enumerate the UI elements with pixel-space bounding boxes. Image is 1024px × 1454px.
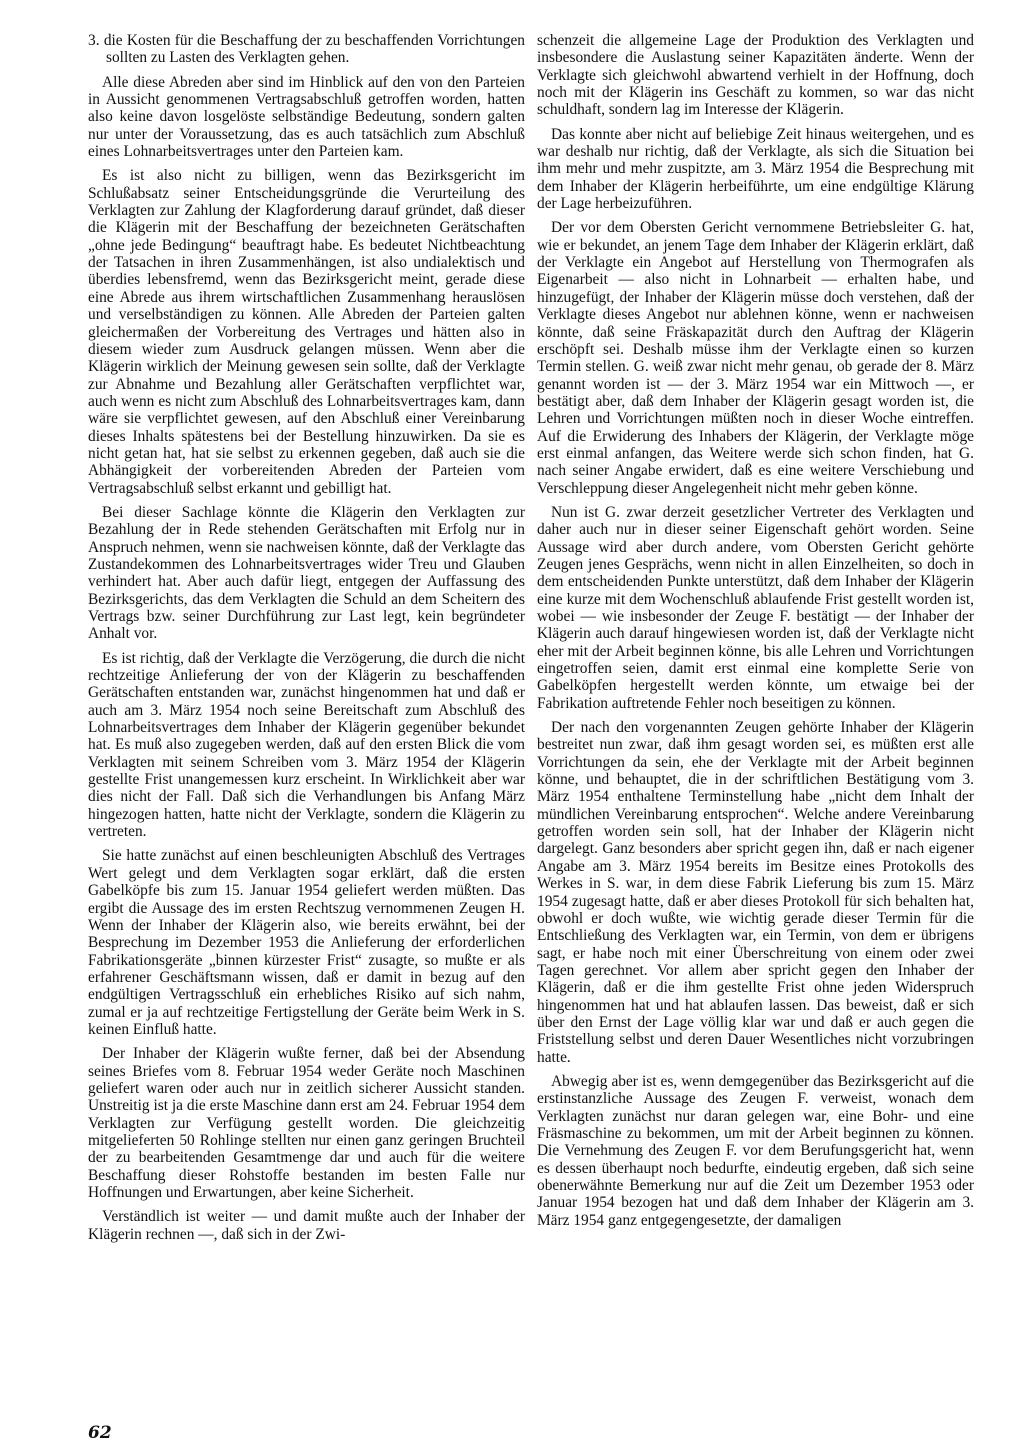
right-text-column xyxy=(537,32,974,1229)
right-column-paragraph: Abwegig aber ist es, wenn demgegenüber das Bezirksgericht auf die erstinstanzliche Aussage des Zeugen F. verweist, wonach dem Verklagten zunächst nur daran gelegen war, eine Bohr- und eine Fräsmaschine zu bekommen, um mit der Arbeit beginnen zu können. Die Vernehmung des Zeugen F. vor dem Berufungsgericht hat, wenn es dessen überhaupt noch bedurfte, eindeutig ergeben, daß sich seine obenerwähnte Bemerkung nur auf die Zeit um Dezember 1953 oder Januar 1954 bezogen hat und daß dem Inhaber der Klägerin am 3. März 1954 ganz entgegengesetzte, der damaligen xyxy=(537,1072,974,1229)
right-column-paragraph: Das konnte aber nicht auf beliebige Zeit hinaus weitergehen, und es war deshalb nur richtig, daß der Verklagte, als sich die Situation bei ihm mehr und mehr zuspitzte, am 3. März 1954 die Besprechung mit dem Inhaber der Klägerin herbeiführte, um eine endgültige Klärung der Lage herbeizuführen. xyxy=(537,125,974,213)
left-column-paragraph: Es ist richtig, daß der Verklagte die Verzögerung, die durch die nicht rechtzeitige Anlieferung der von der Klägerin zu beschaffenden Gerätschaften entstanden war, zunächst hingenommen hat und daß er auch am 3. März 1954 noch seine Bereitschaft zum Abschluß des Lohnarbeitsvertrages dem Inhaber der Klägerin gegenüber bekundet hat. Es muß also zugegeben werden, daß auf den ersten Blick die vom Verklagten mit seinem Schreiben vom 3. März 1954 der Klägerin gestellte Frist unangemessen kurz erscheint. In Wirklichkeit aber war dies nicht der Fall. Daß sich die Verhandlungen bis Anfang März hingezogen hatten, hatte nicht der Verklagte, sondern die Klägerin zu vertreten. xyxy=(88,649,525,841)
left-column-paragraph: Alle diese Abreden aber sind im Hinblick auf den von den Parteien in Aussicht genommenen Vertragsabschluß getroffen worden, hatten also keine davon losgelöste selbständige Bedeutung, sondern galten nur unter der Voraussetzung, das es auch tatsächlich zum Abschluß eines Lohnarbeitsvertrages unter den Parteien kam. xyxy=(88,73,525,161)
left-text-column xyxy=(88,32,525,1243)
right-column-paragraph: Der nach den vorgenannten Zeugen gehörte Inhaber der Klägerin bestreitet nun zwar, daß ihm gesagt worden sei, es müßten erst alle Vorrichtungen da sein, ehe der Verklagte mit der Arbeit beginnen könne, und behauptet, die in der schriftlichen Bestätigung vom 3. März 1954 enthaltene Terminstellung habe „nicht dem Inhalt der mündlichen Vereinbarung entsprochen“. Welche andere Vereinbarung getroffen worden sein soll, hat der Inhaber der Klägerin nicht dargelegt. Ganz besonders aber spricht gegen ihn, daß er nach eigener Angabe am 3. März 1954 bereits im Besitze eines Protokolls des Werkes in S. war, in dem diese Fabrik Lieferung bis zum 15. März 1954 zugesagt hatte, daß er aber dieses Protokoll für sich behalten hat, obwohl er doch wußte, wie wichtig gerade dieser Termin für die Entschließung des Verklagten war, ein Termin, von dem er übrigens sagt, er habe noch mit einer Überschreitung von einem oder zwei Tagen gerechnet. Vor allem aber spricht gegen den Inhaber der Klägerin, daß er die ihm gestellte Frist ohne jeden Widerspruch hingenommen hat und hat ablaufen lassen. Das beweist, daß er sich über den Ernst der Lage völlig klar war und daß er auch gegen die Friststellung selbst und deren Dauer Wesentliches nicht vorzubringen hatte. xyxy=(537,719,974,1066)
right-column-paragraph: Nun ist G. zwar derzeit gesetzlicher Vertreter des Verklagten und daher auch nur in dieser seiner Eigenschaft gehört worden. Seine Aussage wird aber durch andere, vom Obersten Gericht gehörte Zeugen jenes Gesprächs, wenn nicht in allen Einzelheiten, so doch in dem entscheidenden Punkte unterstützt, daß dem Inhaber der Klägerin eine kurze mit dem Wochenschluß ablaufende Frist gestellt worden ist, wobei — wie insbesonder der Zeuge F. bestätigt — der Inhaber der Klägerin auch darauf hingewiesen worden ist, daß der Verklagte nicht eher mit der Arbeit beginnen könne, bis alle Lehren und Vorrichtungen eingetroffen seien, damit erst einmal eine komplette Serie von Gabelköpfen hergestellt werden könnte, um etwaige bei der Fabrikation auftretende Fehler noch beseitigen zu können. xyxy=(537,503,974,712)
left-column-paragraph: 3. die Kosten für die Beschaffung der zu beschaffenden Vorrichtungen sollten zu Lasten des Verklagten gehen. xyxy=(88,32,525,67)
right-column-paragraph: Der vor dem Obersten Gericht vernommene Betriebsleiter G. hat, wie er bekundet, an jenem Tage dem Inhaber der Klägerin erklärt, daß der Verklagte ein Angebot auf Herstellung von Thermografen als Eigenarbeit — also nicht in Lohnarbeit — erhalten habe, und hinzugefügt, der Inhaber der Klägerin müsse doch verstehen, daß der Verklagte dieses Angebot nur ablehnen könne, wenn er nachweisen könnte, daß seine Fräskapazität durch den Auftrag der Klägerin erschöpft sei. Deshalb müsse ihm der Verklagte einen so kurzen Termin stellen. G. weiß zwar nicht mehr genau, ob gerade der 8. März genannt worden ist — der 3. März 1954 war ein Mittwoch —, er bestätigt aber, daß dem Inhaber der Klägerin gesagt worden ist, die Lehren und Vorrichtungen müßten noch in dieser Woche eintreffen. Auf die Erwiderung des Inhabers der Klägerin, der Verklagte möge erst einmal anfangen, das Weitere werde sich schon finden, hat G. nach seiner Angabe erwidert, daß es eine weitere Verschiebung und Verschleppung dieser Angelegenheit nicht mehr geben könne. xyxy=(537,219,974,497)
left-column-paragraph: Der Inhaber der Klägerin wußte ferner, daß bei der Absendung seines Briefes vom 8. Februar 1954 weder Geräte noch Maschinen geliefert waren oder auch nur in zeitlich sicherer Aussicht standen. Unstreitig ist ja die erste Maschine dann erst am 24. Februar 1954 dem Verklagten zur Verfügung gestellt worden. Die gleichzeitig mitgelieferten 50 Rohlinge stellten nur einen ganz geringen Bruchteil der zu bearbeitenden Gesamtmenge dar und auch für die weitere Beschaffung dieser Rohstoffe bestanden im besten Falle nur Hoffnungen und Erwartungen, aber keine Sicherheit. xyxy=(88,1045,525,1201)
left-column-paragraph: Bei dieser Sachlage könnte die Klägerin den Verklagten zur Bezahlung der in Rede stehenden Gerätschaften mit Erfolg nur in Anspruch nehmen, wenn sie nachweisen könnte, daß der Verklagte das Zustandekommen des Lohnarbeitsvertrages wider Treu und Glauben verhindert hat. Aber auch dafür liegt, entgegen der Auffassung des Bezirksgerichts, das dem Verklagten die Schuld an dem Scheitern des Vertrags bzw. seiner Durchführung zur Last legt, kein begründeter Anhalt vor. xyxy=(88,503,525,643)
left-column-paragraph: Verständlich ist weiter — und damit mußte auch der Inhaber der Klägerin rechnen —, daß sich in der Zwi- xyxy=(88,1208,525,1243)
right-column-paragraph: schenzeit die allgemeine Lage der Produktion des Verklagten und insbesondere die Auslastung seiner Kapazitäten änderte. Wenn der Verklagte sich gleichwohl abwartend verhielt in der Hoffnung, doch noch mit der Klägerin ins Geschäft zu kommen, so war das nicht schuldhaft, sondern lag im Interesse der Klägerin. xyxy=(537,32,974,119)
left-column-paragraph: Sie hatte zunächst auf einen beschleunigten Abschluß des Vertrages Wert gelegt und dem Verklagten sogar erklärt, daß die ersten Gabelköpfe bis zum 15. Januar 1954 geliefert werden müßten. Das ergibt die Aussage des im ersten Rechtszug vernommenen Zeugen H. Wenn der Inhaber der Klägerin also, wie bereits erwähnt, bei der Besprechung im Dezember 1953 die Anlieferung der erforderlichen Fabrikationsgeräte „binnen kürzester Frist“ zusagte, so mußte er als erfahrener Geschäftsmann wissen, daß er damit in bezug auf den endgültigen Vertragsschluß ein erhebliches Risiko auf sich nahm, zumal er ja auf rechtzeitige Fertigstellung der Geräte beim Werk in S. keinen Einfluß hatte. xyxy=(88,847,525,1038)
left-column-paragraph: Es ist also nicht zu billigen, wenn das Bezirksgericht im Schlußabsatz seiner Entscheidungsgründe die Verurteilung des Verklagten zur Zahlung der Klagforderung darauf gründet, daß dieser die Klägerin mit der Beschaffung der bezeichneten Gerätschaften „ohne jede Bedingung“ beauftragt habe. Es bedeutet Nichtbeachtung der Tatsachen in ihren Zusammenhängen, ist also undialektisch und überdies lebensfremd, wenn das Bezirksgericht meint, gerade diese eine Abrede aus ihrem wirtschaftlichen Zusammenhang herauslösen und verselbständigen zu können. Alle Abreden der Parteien galten gleichermaßen der Vorbereitung des Vertrages und hätten also in diesem wieder zum Ausdruck gelangen müssen. Wenn aber die Klägerin wirklich der Meinung gewesen sein sollte, daß der Verklagte zur Abnahme und Bezahlung aller Gerätschaften verpflichtet war, auch wenn es nicht zum Abschluß des Lohnarbeitsvertrages kam, dann wäre sie verpflichtet gewesen, auf den Abschluß einer Vereinbarung dieses Inhalts spätestens bei der Bestellung hinzuwirken. Da sie es nicht getan hat, hat sie selbst zu erkennen gegeben, daß auch sie die Abhängigkeit der vorbereitenden Abreden der Parteien vom Vertragsabschluß selbst erkannt und gebilligt hat. xyxy=(88,167,525,497)
page-number: 62 xyxy=(88,1423,112,1443)
